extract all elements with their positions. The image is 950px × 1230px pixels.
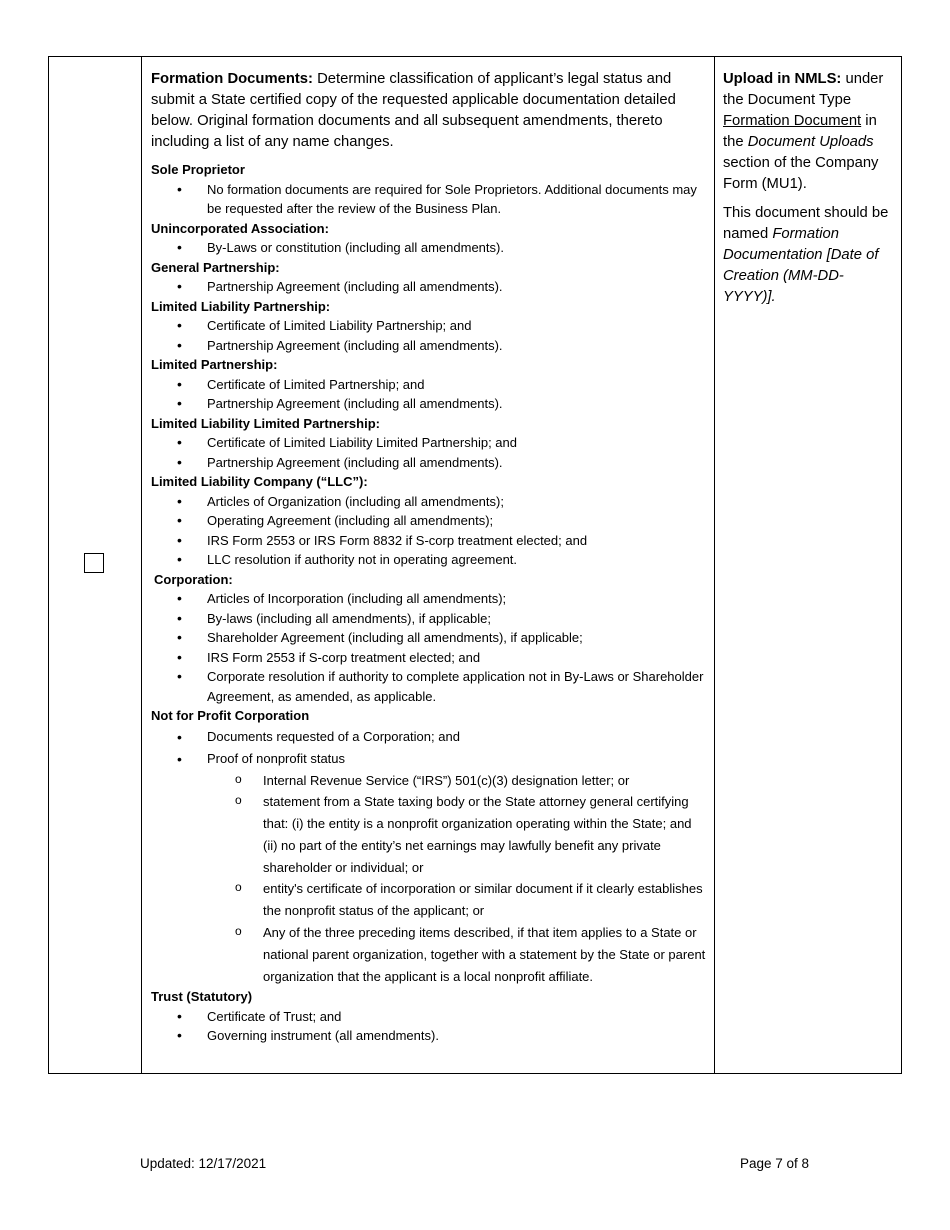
list-item: • By-laws (including all amendments), if applicable; [151,609,706,629]
sub-list-item: o statement from a State taxing body or the State attorney general certifying that: (i) the entity is a nonprofit organization operating within the State; and (ii) no part of the entity’s net earnings may lawfully benefit any private shareholder or individual; or [151,791,706,878]
section-title-sole-proprietor: Sole Proprietor [151,162,245,177]
list-item: • LLC resolution if authority not in operating agreement. [151,550,706,570]
formation-documents-checkbox[interactable] [84,553,104,573]
list-item: • Partnership Agreement (including all amendments). [151,277,706,297]
upload-instructions-column [715,57,901,1073]
list-item: • No formation documents are required for Sole Proprietors. Additional documents may be requested after the review of the Business Plan. [151,180,706,219]
list-corporation [151,589,706,706]
list-general-partnership [151,277,706,297]
list-trust [151,1007,706,1046]
section-title-corporation: Corporation: [154,571,233,587]
section-title-lllp: Limited Liability Limited Partnership: [151,415,380,431]
list-item: • Certificate of Limited Liability Partnership; and [151,316,706,336]
naming-text: This document should be named [723,205,889,242]
section-title-general-partnership: General Partnership: [151,259,280,275]
list-item: • IRS Form 2553 if S-corp treatment elected; and [151,648,706,668]
list-item: • Certificate of Limited Partnership; and [151,375,706,395]
upload-text: in the [723,113,877,150]
section-title-unincorporated: Unincorporated Association: [151,220,329,236]
document-type-name: Formation Document [723,113,862,129]
section-title-not-for-profit: Not for Profit Corporation [151,708,310,723]
list-item: • Articles of Organization (including all amendments); [151,492,706,512]
naming-instructions [723,203,893,308]
sub-list-item: o Any of the three preceding items described, if that item applies to a State or national parent organization, together with a statement by the State or parent organization that the applicant is a local nonprofit affiliate. [151,922,706,987]
checkbox-column [49,57,142,1073]
list-item: • By-Laws or constitution (including all amendments). [151,238,706,258]
section-name: Document Uploads [747,134,874,150]
list-lllp [151,433,706,472]
section-title-lp: Limited Partnership: [151,357,278,372]
list-item: • Shareholder Agreement (including all amendments), if applicable; [151,628,706,648]
list-item: • Partnership Agreement (including all amendments). [151,453,706,473]
list-llc [151,492,706,570]
list-item: • Operating Agreement (including all amendments); [151,511,706,531]
footer-updated-date: Updated: 12/17/2021 [140,1156,267,1171]
list-item: • Documents requested of a Corporation; and [151,726,706,748]
document-name: Formation Documentation [Date of Creation (MM-DD-YYYY)]. [723,226,879,305]
list-sole-proprietor [151,180,706,219]
upload-text: under the Document Type [723,71,884,108]
section-title-llp: Limited Liability Partnership: [151,298,331,314]
footer-page-number: Page 7 of 8 [740,1156,810,1171]
list-item: • Certificate of Limited Liability Limited Partnership; and [151,433,706,453]
list-item: • Articles of Incorporation (including all amendments); [151,589,706,609]
list-lp [151,375,706,414]
list-llp [151,316,706,355]
requirements-table [48,56,902,1074]
intro-text: Determine classification of applicant’s legal status and submit a State certified copy of the requested applicable documentation detailed below. Original formation documents and all subsequent amendments, thereto including a list of any name changes. [151,71,676,150]
list-item: • Proof of nonprofit status [151,748,706,770]
intro-paragraph [151,69,706,153]
list-item: • Corporate resolution if authority to complete application not in By-Laws or Shareholder Agreement, as amended, as applicable. [151,667,706,706]
list-item: • Partnership Agreement (including all amendments). [151,394,706,414]
sublist-nonprofit-proof [151,770,706,988]
upload-text: section of the Company Form (MU1). [723,155,879,192]
list-item: • Governing instrument (all amendments). [151,1026,706,1046]
list-item: • IRS Form 2553 or IRS Form 8832 if S-corp treatment elected; and [151,531,706,551]
section-title-trust: Trust (Statutory) [151,989,253,1005]
list-item: • Partnership Agreement (including all amendments). [151,336,706,356]
sub-list-item: o Internal Revenue Service (“IRS”) 501(c)(3) designation letter; or [151,770,706,792]
upload-instructions [723,69,893,195]
list-not-for-profit [151,726,706,770]
requirements-column [142,57,715,1073]
upload-heading: Upload in NMLS: [723,71,842,87]
section-title-llc: Limited Liability Company (“LLC”): [151,474,368,489]
list-item: • Certificate of Trust; and [151,1007,706,1027]
intro-heading: Formation Documents: [151,71,313,87]
list-unincorporated [151,238,706,258]
sub-list-item: o entity's certificate of incorporation or similar document if it clearly establishes the nonprofit status of the applicant; or [151,878,706,922]
